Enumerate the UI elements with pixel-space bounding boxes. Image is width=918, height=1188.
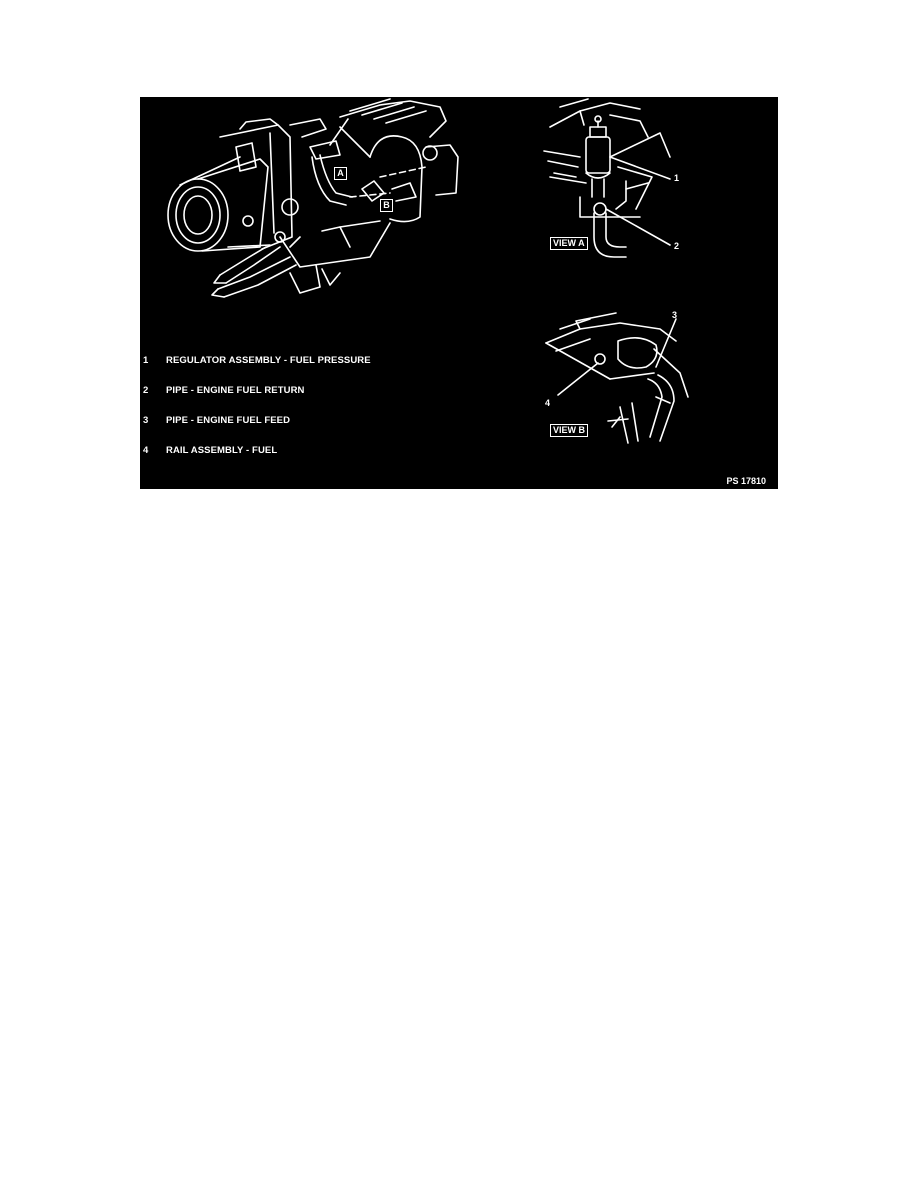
legend-label: PIPE - ENGINE FUEL FEED <box>166 415 291 426</box>
legend-number: 1 <box>143 355 149 366</box>
callout-4: 4 <box>545 398 551 408</box>
legend-item <box>143 445 473 475</box>
callout-2: 2 <box>674 241 680 251</box>
legend-label: REGULATOR ASSEMBLY - FUEL PRESSURE <box>166 355 371 366</box>
legend-number: 2 <box>143 385 149 396</box>
legend-number: 4 <box>143 445 149 456</box>
legend-item <box>143 415 473 445</box>
legend-item <box>143 385 473 415</box>
figure-id: PS 17810 <box>726 476 766 486</box>
legend-label: PIPE - ENGINE FUEL RETURN <box>166 385 305 396</box>
view-b-label: VIEW B <box>550 424 588 437</box>
callout-1: 1 <box>674 173 680 183</box>
view-a-detail <box>544 99 670 257</box>
legend-label: RAIL ASSEMBLY - FUEL <box>166 445 278 456</box>
fuel-system-diagram <box>140 97 778 489</box>
view-a-label: VIEW A <box>550 237 588 250</box>
callout-3: 3 <box>672 310 678 320</box>
label-box-a: A <box>334 167 347 180</box>
legend-number: 3 <box>143 415 149 426</box>
legend <box>143 355 473 475</box>
main-engine-view <box>168 99 458 297</box>
legend-item <box>143 355 473 385</box>
label-box-b: B <box>380 199 393 212</box>
